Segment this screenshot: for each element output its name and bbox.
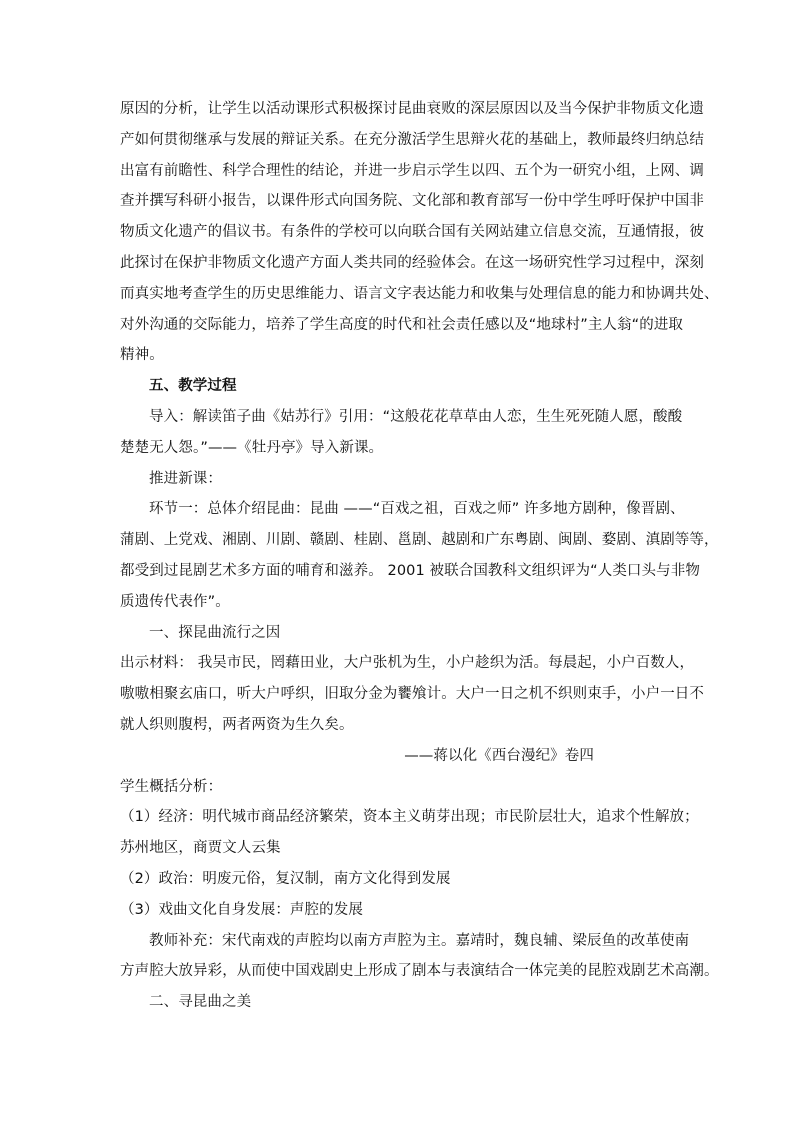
text-line: 蒲剧、上党戏、湘剧、川剧、赣剧、桂剧、邕剧、越剧和广东粤剧、闽剧、婺剧、滇剧等等， — [120, 532, 719, 549]
text-line: 一、探昆曲流行之因 — [149, 624, 281, 641]
text-line: 都受到过昆剧艺术多方面的哺育和滋养。 2001 被联合国教科文组织评为“人类口头与非物 — [120, 562, 700, 579]
text-line: 查并撰写科研小报告，以课件形式向国务院、文化部和教育部写一份中学生呼吁保护中国非 — [120, 193, 704, 210]
text-line: 物质文化遗产的倡议书。有条件的学校可以向联合国有关网站建立信息交流，互通情报，彼 — [120, 224, 704, 241]
text-line: 教师补充：宋代南戏的声腔均以南方声腔为主。嘉靖时，魏良辅、梁辰鱼的改革使南 — [149, 932, 690, 949]
text-line: 二、寻昆曲之美 — [149, 994, 252, 1011]
text-line: 产如何贯彻继承与发展的辩证关系。在充分激活学生思辩火花的基础上，教师最终归纳总结 — [120, 131, 704, 148]
text-line: 导入：解读笛子曲《姑苏行》引用：“这般花花草草由人恋，生生死死随人愿，酸酸 — [149, 408, 683, 425]
text-line: 原因的分析，让学生以活动课形式积极探讨昆曲衰败的深层原因以及当今保护非物质文化遗 — [120, 101, 704, 117]
text-line: 嗷嗷相聚玄庙口，听大户呼织，旧取分金为饔飧计。大户一日之机不织则束手，小户一日不 — [120, 686, 704, 703]
text-line: （1）经济：明代城市商品经济繁荣，资本主义萌芽出现；市民阶层壮大，追求个性解放； — [120, 809, 699, 826]
subsection-heading-2 — [120, 987, 680, 1018]
text-line: 方声腔大放异彩，从而使中国戏剧史上形成了剧本与表演结合一体完美的昆腔戏剧艺术高潮。 — [120, 963, 719, 980]
student-summary-label — [120, 772, 680, 803]
text-line: 出示材料： 我吴市民，罔藉田业，大户张机为生，小户趁织为活。每晨起，小户百数人， — [120, 655, 695, 672]
section-heading: 五、教学过程 — [149, 378, 237, 395]
source-material-paragraph — [120, 648, 704, 740]
text-line: 就人织则腹枵，两者两资为生久矣。 — [120, 716, 354, 733]
source-citation — [120, 741, 680, 772]
text-line: 苏州地区，商贾文人云集 — [120, 840, 281, 857]
analysis-politics — [120, 864, 680, 895]
text-line: （2）政治：明废元俗，复汉制，南方文化得到发展 — [120, 870, 451, 887]
teacher-supplement-paragraph — [120, 926, 719, 988]
lead-in-paragraph — [120, 402, 683, 464]
text-line: 质遗传代表作”。 — [120, 593, 230, 610]
section-heading-teaching-process — [120, 371, 680, 402]
intro-paragraph — [120, 94, 719, 371]
text-line: 精神。 — [120, 347, 164, 364]
text-line: 环节一：总体介绍昆曲：昆曲 ——“百戏之祖，百戏之师” 许多地方剧种，像晋剧、 — [149, 501, 685, 518]
text-line: 而真实地考查学生的历史思维能力、语言文字表达能力和收集与处理信息的能力和协调共处、 — [120, 285, 719, 302]
text-line: （3）戏曲文化自身发展：声腔的发展 — [120, 901, 363, 918]
document-body — [120, 94, 719, 1018]
subsection-heading-1 — [120, 618, 680, 649]
analysis-economy — [120, 802, 699, 864]
text-line: 对外沟通的交际能力，培养了学生高度的时代和社会责任感以及“地球村”主人翁“的进取 — [120, 316, 684, 333]
text-line: 推进新课： — [149, 470, 222, 487]
analysis-opera-development — [120, 895, 680, 926]
citation-line: ——蒋以化《西台漫纪》卷四 — [404, 747, 594, 764]
text-line: 出富有前瞻性、科学合理性的结论，并进一步启示学生以四、五个为一研究小组，上网、调 — [120, 162, 704, 179]
link-one-paragraph — [120, 494, 719, 617]
advance-new-lesson — [120, 464, 680, 495]
text-line: 此探讨在保护非物质文化遗产方面人类共同的经验体会。在这一场研究性学习过程中，深刻 — [120, 254, 704, 271]
text-line: 楚楚无人怨。”——《牡丹亭》导入新课。 — [120, 439, 384, 456]
text-line: 学生概括分析： — [120, 778, 223, 795]
